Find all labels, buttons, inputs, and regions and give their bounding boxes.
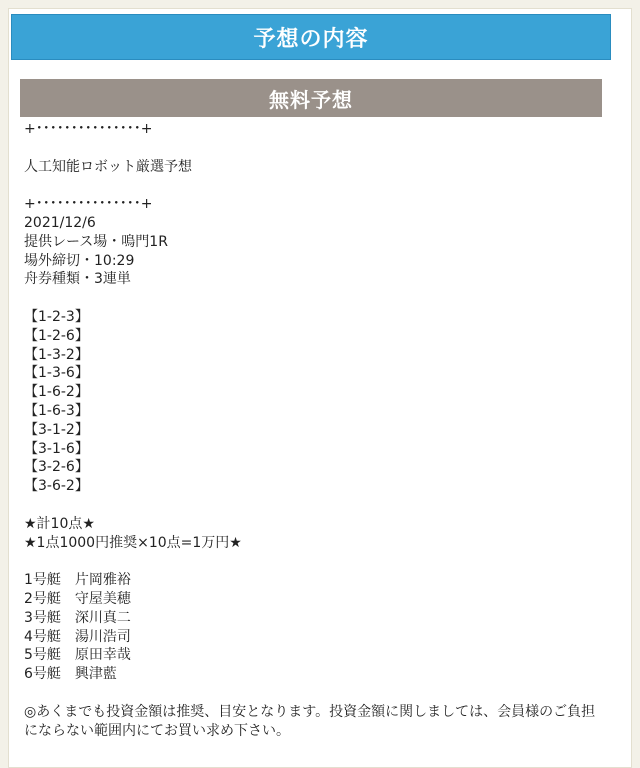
spacer [24,496,604,515]
list-item: 【1-3-6】 [24,365,89,382]
spacer [24,684,604,703]
list-item: 2号艇 守屋美穂 [24,590,131,607]
list-item: 【3-6-2】 [24,478,89,495]
race-deadline: 場外締切・10:29 [24,252,135,269]
page-title: 予想の内容 [11,14,611,60]
list-item: 【1-6-2】 [24,384,89,401]
list-item: 3号艇 深川真二 [24,609,131,626]
list-item: 4号艇 湯川浩司 [24,628,131,645]
list-item: 【3-1-6】 [24,440,89,457]
bet-recommendation: ★1点1000円推奨×10点=1万円★ [24,534,242,551]
section-title: 無料予想 [20,79,602,117]
spacer [24,552,604,571]
list-item: 【3-1-2】 [24,421,89,438]
list-item: 【3-2-6】 [24,459,89,476]
ticket-type: 舟券種類・3連単 [24,271,131,288]
list-item: 【1-2-6】 [24,327,89,344]
divider-bottom: +･･･････････････+ [24,196,153,213]
combination-list [24,308,604,496]
list-item: 【1-3-2】 [24,346,89,363]
racer-list [24,571,604,684]
list-item: 1号艇 片岡雅裕 [24,572,131,589]
spacer [24,289,604,308]
race-venue: 提供レース場・鳴門1R [24,233,168,250]
list-item: 5号艇 原田幸哉 [24,647,131,664]
divider-top: +･･･････････････+ [24,121,153,137]
list-item: 【1-2-3】 [24,308,89,325]
prediction-heading: 人工知能ロボット厳選予想 [24,158,192,175]
spacer [24,139,604,158]
race-date: 2021/12/6 [24,214,96,231]
investment-note: ◎あくまでも投資金額は推奨、目安となります。投資金額に関しましては、会員様のご負担にならない範囲内にてお買い求め下さい。 [24,703,596,739]
list-item: 【1-6-3】 [24,402,89,419]
total-points: ★計10点★ [24,515,95,532]
spacer [24,176,604,195]
list-item: 6号艇 興津藍 [24,666,117,683]
prediction-content [24,120,604,740]
